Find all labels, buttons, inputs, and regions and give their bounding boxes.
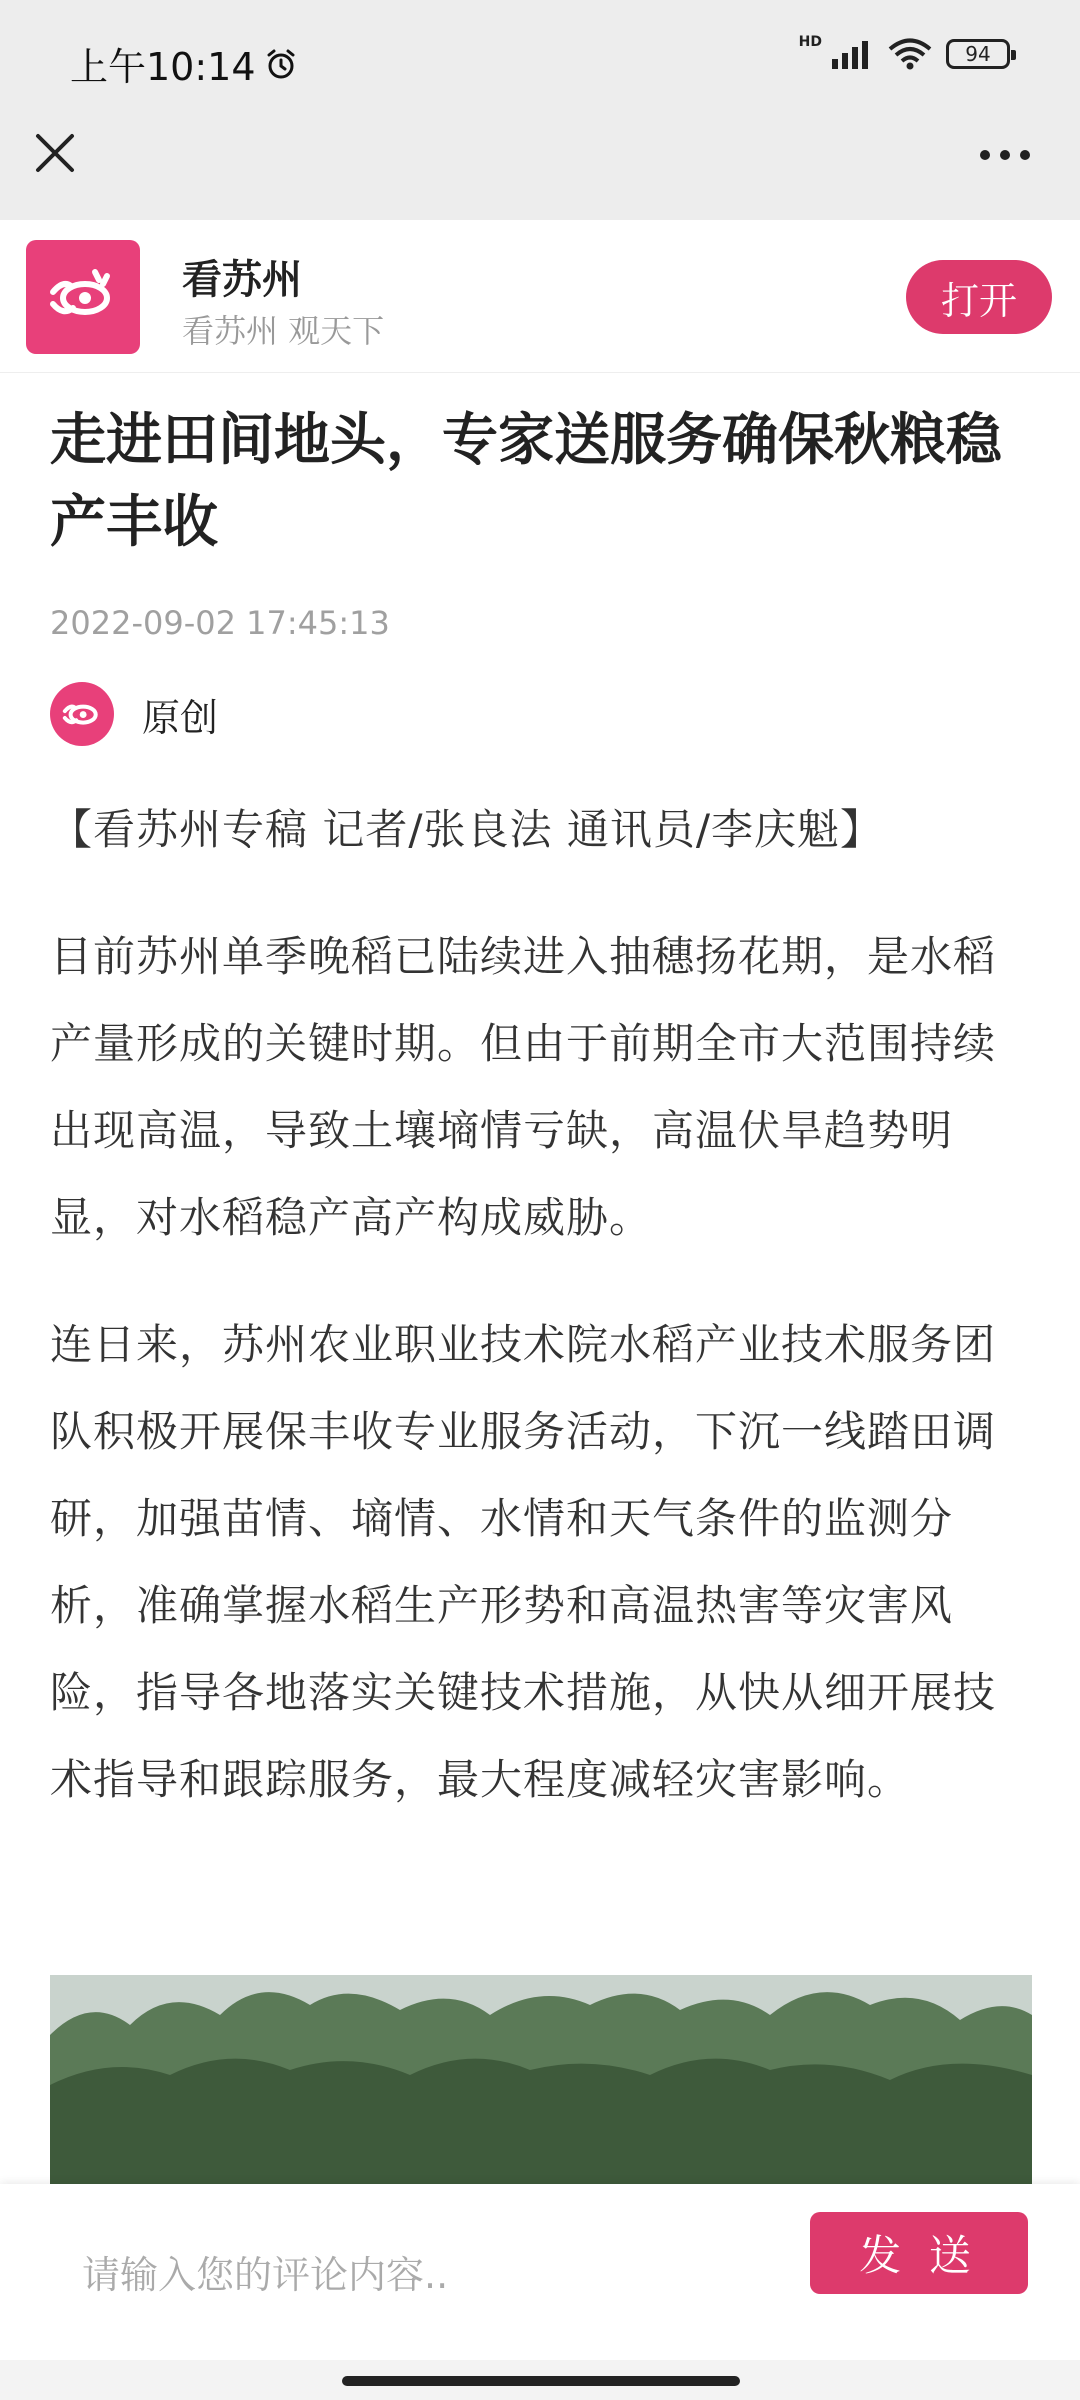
network-type-label: HD [798, 34, 822, 50]
status-time: 上午10:14 [70, 45, 256, 89]
origin-label: 原创 [142, 695, 219, 740]
app-name: 看苏州 [182, 257, 302, 303]
more-dot-icon [1020, 150, 1030, 160]
signal-icon [830, 39, 874, 69]
comment-bar [0, 2184, 1080, 2360]
battery-level: 94 [965, 42, 991, 66]
wifi-icon [888, 38, 932, 70]
article-photo [50, 1975, 1032, 2185]
article-title: 走进田间地头，专家送服务确保秋粮稳产丰收 [50, 408, 1002, 555]
app-logo [26, 240, 140, 354]
trees-image [50, 1975, 1032, 2185]
comment-input[interactable] [80, 2234, 784, 2316]
article-byline: 【看苏州专稿 记者/张良法 通讯员/李庆魁】 [50, 805, 884, 854]
more-options-button[interactable] [980, 140, 1040, 170]
origin-logo [50, 682, 114, 746]
battery-indicator [946, 39, 1010, 69]
close-button[interactable] [30, 128, 80, 178]
close-icon [30, 128, 80, 178]
top-bar [0, 0, 1080, 220]
article-date: 2022-09-02 17:45:13 [50, 604, 390, 642]
origin-row [50, 682, 1030, 746]
status-time-group [70, 36, 298, 91]
article-paragraph: 连日来，苏州农业职业技术院水稻产业技术服务团队积极开展保丰收专业服务活动，下沉一线踏田调研，加强苗情、墒情、水情和天气条件的监测分析，准确掌握水稻生产形势和高温热害等灾害风险，指导各地落实关键技术措施，从快从细开展技术指导和跟踪服务，最大程度减轻灾害影响。 [50, 1320, 997, 1804]
status-icons [793, 34, 1010, 70]
article-paragraph: 目前苏州单季晚稻已陆续进入抽穗扬花期，是水稻产量形成的关键时期。但由于前期全市大范围持续出现高温，导致土壤墒情亏缺，高温伏旱趋势明显，对水稻稳产高产构成威胁。 [50, 932, 997, 1242]
more-dot-icon [980, 150, 990, 160]
app-slogan: 看苏州 观天下 [182, 312, 385, 350]
eye-logo-icon [59, 694, 105, 734]
article [50, 400, 1030, 1823]
app-banner [0, 220, 1080, 373]
send-button[interactable]: 发 送 [810, 2212, 1028, 2294]
home-indicator[interactable] [342, 2376, 740, 2386]
more-dot-icon [1000, 150, 1010, 160]
alarm-icon [264, 47, 298, 81]
open-app-button[interactable]: 打开 [906, 260, 1052, 334]
eye-logo-icon [43, 262, 123, 332]
